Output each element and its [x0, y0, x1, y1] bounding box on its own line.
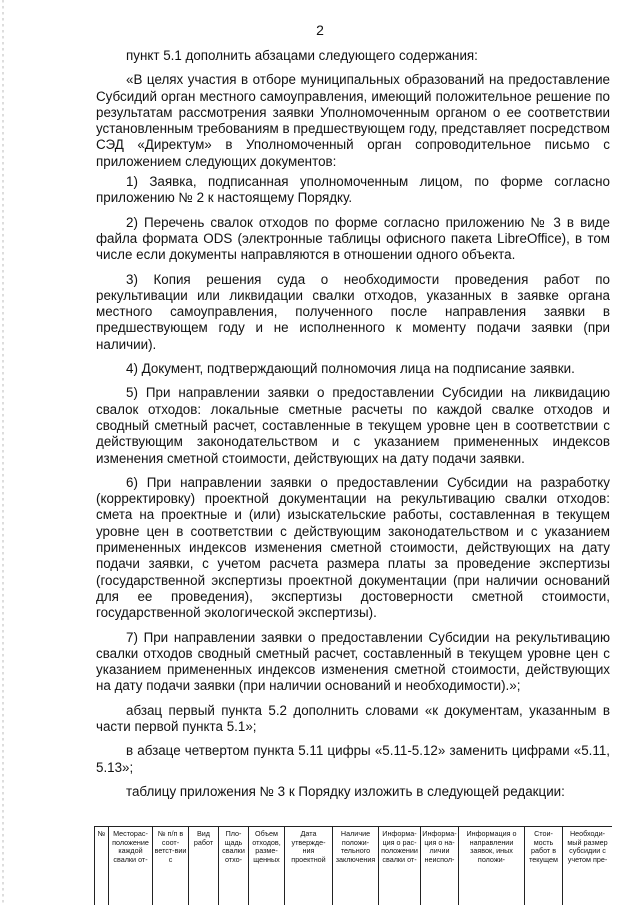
- paragraph-main: «В целях участия в отборе муниципальных образований на предоставление Субсидий орган местного самоуправления, имеющий положительное решение по результатам рассмотрения заявки Уполномоченным органом о ее соответствии установленным требованиям в предшествующем году, представляет посредством СЭД «Директум» в Уполномоченный орган сопроводительное письмо с приложением следующих документов:: [96, 72, 610, 169]
- page-number: 2: [316, 22, 324, 38]
- table-header-cell: № п/п в соот-ветст-вии с: [153, 827, 189, 905]
- table-header-cell: Дата утвержде-ния проектной: [285, 827, 333, 905]
- table-header-cell: Месторас-положение каждой свалки от-: [109, 827, 153, 905]
- document-body: [96, 48, 610, 808]
- paragraph-item-4: 4) Документ, подтверждающий полномочия лица на подписание заявки.: [126, 361, 575, 377]
- paragraph-amend-5-2: абзац первый пункта 5.2 дополнить словами «к документам, указанным в части первой пункта 5.1»;: [96, 702, 610, 734]
- paragraph-item-5: 5) При направлении заявки о предоставлении Субсидии на ликвидацию свалок отходов: локальные сметные расчеты по каждой свалке отходов и сводный сметный расчет, составленные в текущем уровне цен в соответствии с действующим законодательством и с указанием примененных индексов изменения сметной стоимости, действующих на дату подачи заявки.: [96, 385, 610, 466]
- paragraph-table-intro: таблицу приложения № 3 к Порядку изложить в следующей редакции:: [126, 783, 565, 799]
- table-header-cell: Объем отходов, разме-щенных: [249, 827, 285, 905]
- paragraph-amend-5-11: в абзаце четвертом пункта 5.11 цифры «5.11-5.12» заменить цифрами «5.11, 5.13»;: [96, 743, 610, 775]
- scan-margin-dots: [2, 0, 4, 905]
- paragraph-item-3: 3) Копия решения суда о необходимости проведения работ по рекультивации или ликвидации свалки отходов, указанных в заявке органа местного самоуправления, полученного после направления заявки в предшествующем году и не исполненного к моменту подачи заявки (при наличии).: [96, 271, 610, 352]
- table-header-cell: №: [95, 827, 109, 905]
- table-header-cell: Пло-щадь свалки отхо-: [219, 827, 249, 905]
- table-header-cell: Информа-ция о на-личии неиспол-: [421, 827, 459, 905]
- table-header-cell: Наличие положи-тельного заключения: [333, 827, 379, 905]
- paragraph-item-2: 2) Перечень свалок отходов по форме согласно приложению № 3 в виде файла формата ODS (электронные таблицы офисного пакета LibreOffice), в том числе если документы направляются в отношении одного объекта.: [96, 214, 610, 263]
- table-header-cell: Информация о направлении заявок, иных положи-: [459, 827, 525, 905]
- table-header-cell: Необходи-мый размер субсидии с учетом пре-: [563, 827, 613, 905]
- paragraph-item-7: 7) При направлении заявки о предоставлении Субсидии на рекультивацию свалки отходов сводный сметный расчет, составленный в текущем уровне цен с указанием примененных индексов изменения сметной стоимости, действующих на дату подачи заявки (при наличии оснований и необходимости).»;: [96, 629, 610, 694]
- paragraph-intro: пункт 5.1 дополнить абзацами следующего содержания:: [126, 48, 478, 63]
- appendix-3-table: [94, 826, 612, 905]
- paragraph-item-1: 1) Заявка, подписанная уполномоченным лицом, по форме согласно приложению № 2 к настоящему Порядку.: [96, 174, 610, 206]
- table-header-cell: Информа-ция о рас-положении свалки от-: [379, 827, 421, 905]
- table-header-cell: Вид работ: [189, 827, 219, 905]
- paragraph-item-6: 6) При направлении заявки о предоставлении Субсидии на разработку (корректировку) проектной документации на рекультивацию свалки отходов: смета на проектные и (или) изыскательские работы, составленная в текущем уровне цен в соответствии с действующим законодательством и с указанием примененных индексов изменения сметной стоимости, действующих на дату подачи заявки, с учетом расчета размера платы за проведение экспертизы (государственной экспертизы проектной документации (при наличии оснований для ее проведения), экспертизы достоверности сметной стоимости, государственной экологической экспертизы).: [96, 474, 610, 621]
- table-header-row: [95, 827, 613, 905]
- appendix-table-wrapper: [94, 826, 612, 905]
- table-header-cell: Стои-мость работ в текущем: [525, 827, 563, 905]
